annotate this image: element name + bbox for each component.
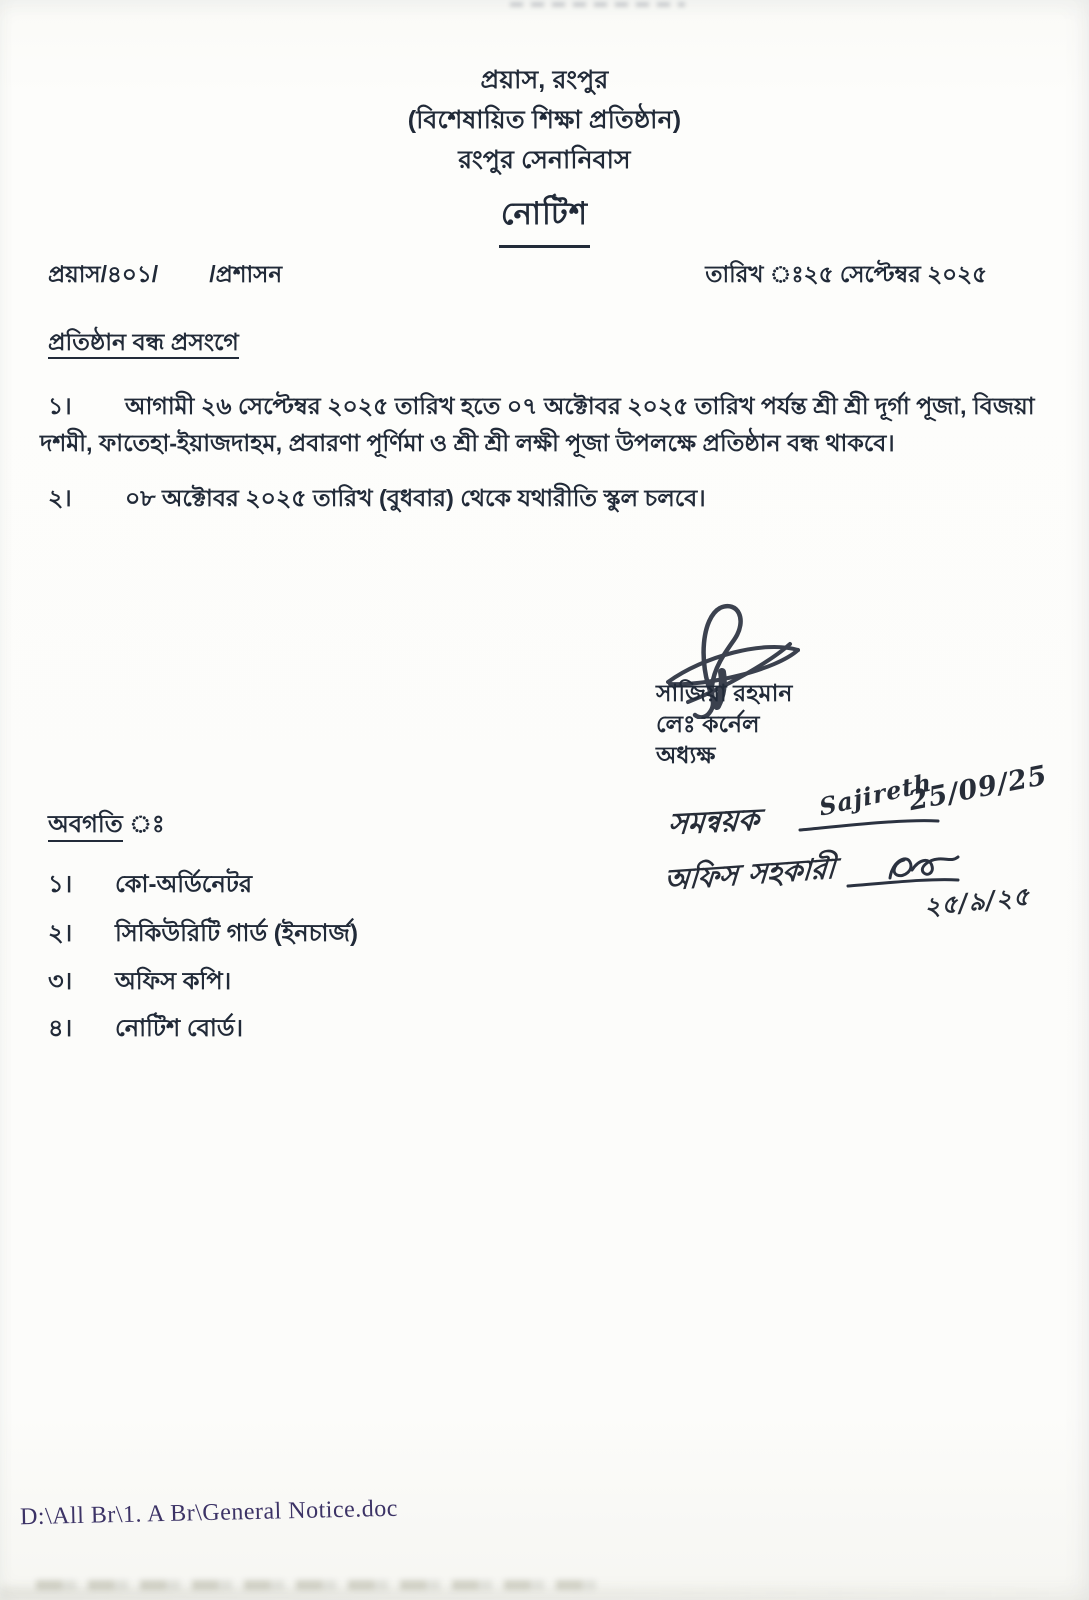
subject-line — [48, 324, 239, 363]
body-paragraph-2 — [40, 480, 1052, 517]
item-label: কো-অর্ডিনেটর — [115, 871, 253, 898]
distribution-heading-text: অবগতি — [48, 811, 123, 842]
item-number: ১। — [48, 871, 73, 898]
letterhead — [0, 60, 1089, 180]
signatory-rank: লেঃ কর্নেল — [656, 711, 760, 737]
office-assistant-signature-date: ২৫/৯/২৫ — [922, 881, 1032, 922]
coordinator-signature-text: Sajireth — [817, 767, 934, 822]
paragraph-number: ১। — [48, 393, 72, 419]
handwritten-office-assistant-label: অফিস সহকারী — [663, 850, 837, 898]
coordinator-signature-line — [798, 816, 940, 834]
item-label: নোটিশ বোর্ড। — [115, 1015, 244, 1042]
paragraph-text: ০৮ অক্টোবর ২০২৫ তারিখ (বুধবার) থেকে যথারীতি স্কুল চলবে। — [125, 485, 706, 511]
distribution-item — [40, 866, 640, 906]
signatory-name: সাজিয়া রহমান — [656, 680, 793, 706]
handwritten-coordinator-label: সমন্বয়ক — [666, 802, 761, 843]
subject-text: প্রতিষ্ঠান বন্ধ প্রসংগে — [48, 329, 239, 359]
file-path-footer: D:\All Br\1. A Br\General Notice.doc — [19, 1495, 399, 1531]
document-title — [0, 190, 1089, 248]
organization-subtitle: (বিশেষায়িত শিক্ষা প্রতিষ্ঠান) — [407, 106, 682, 134]
document-title-text: নোটিশ — [499, 190, 590, 248]
scan-artifact-bottom-band — [0, 1586, 1089, 1600]
item-number: ৪। — [48, 1015, 73, 1042]
item-label: সিকিউরিটি গার্ড (ইনচার্জ) — [115, 920, 358, 947]
scan-artifact-top — [510, 2, 685, 7]
organization-name: প্রয়াস, রংপুর — [480, 66, 609, 94]
reference-row — [48, 256, 987, 295]
paragraph-number: ২। — [48, 485, 72, 511]
distribution-item — [40, 963, 640, 1003]
organization-location: রংপুর সেনানিবাস — [458, 146, 631, 174]
item-number: ২। — [48, 920, 73, 947]
distribution-item — [40, 915, 640, 955]
signatory-block — [656, 678, 792, 771]
distribution-item — [40, 1010, 640, 1050]
signatory-post: অধ্যক্ষ — [656, 742, 716, 768]
notice-date: তারিখ ঃ২৫ সেপ্টেম্বর ২০২৫ — [705, 261, 987, 287]
distribution-heading-colon: ঃ — [122, 811, 165, 838]
reference-number: প্রয়াস/৪০১/ /প্রশাসন — [48, 261, 283, 287]
coordinator-signature-date: 25/09/25 — [906, 759, 1051, 818]
paragraph-text: আগামী ২৬ সেপ্টেম্বর ২০২৫ তারিখ হতে ০৭ অক্টোবর ২০২৫ তারিখ পর্যন্ত শ্রী শ্রী দূর্গা পূজা, বিজয়া দশমী, ফাতেহা-ইয়াজদাহম, প্রবারণা পূর্ণিমা ও শ্রী শ্রী লক্ষী পূজা উপলক্ষে প্রতিষ্ঠান বন্ধ থাকবে। — [40, 393, 1035, 456]
item-number: ৩। — [48, 968, 73, 995]
distribution-heading — [48, 806, 165, 846]
item-label: অফিস কপি। — [115, 968, 232, 995]
body-paragraph-1 — [40, 388, 1052, 462]
